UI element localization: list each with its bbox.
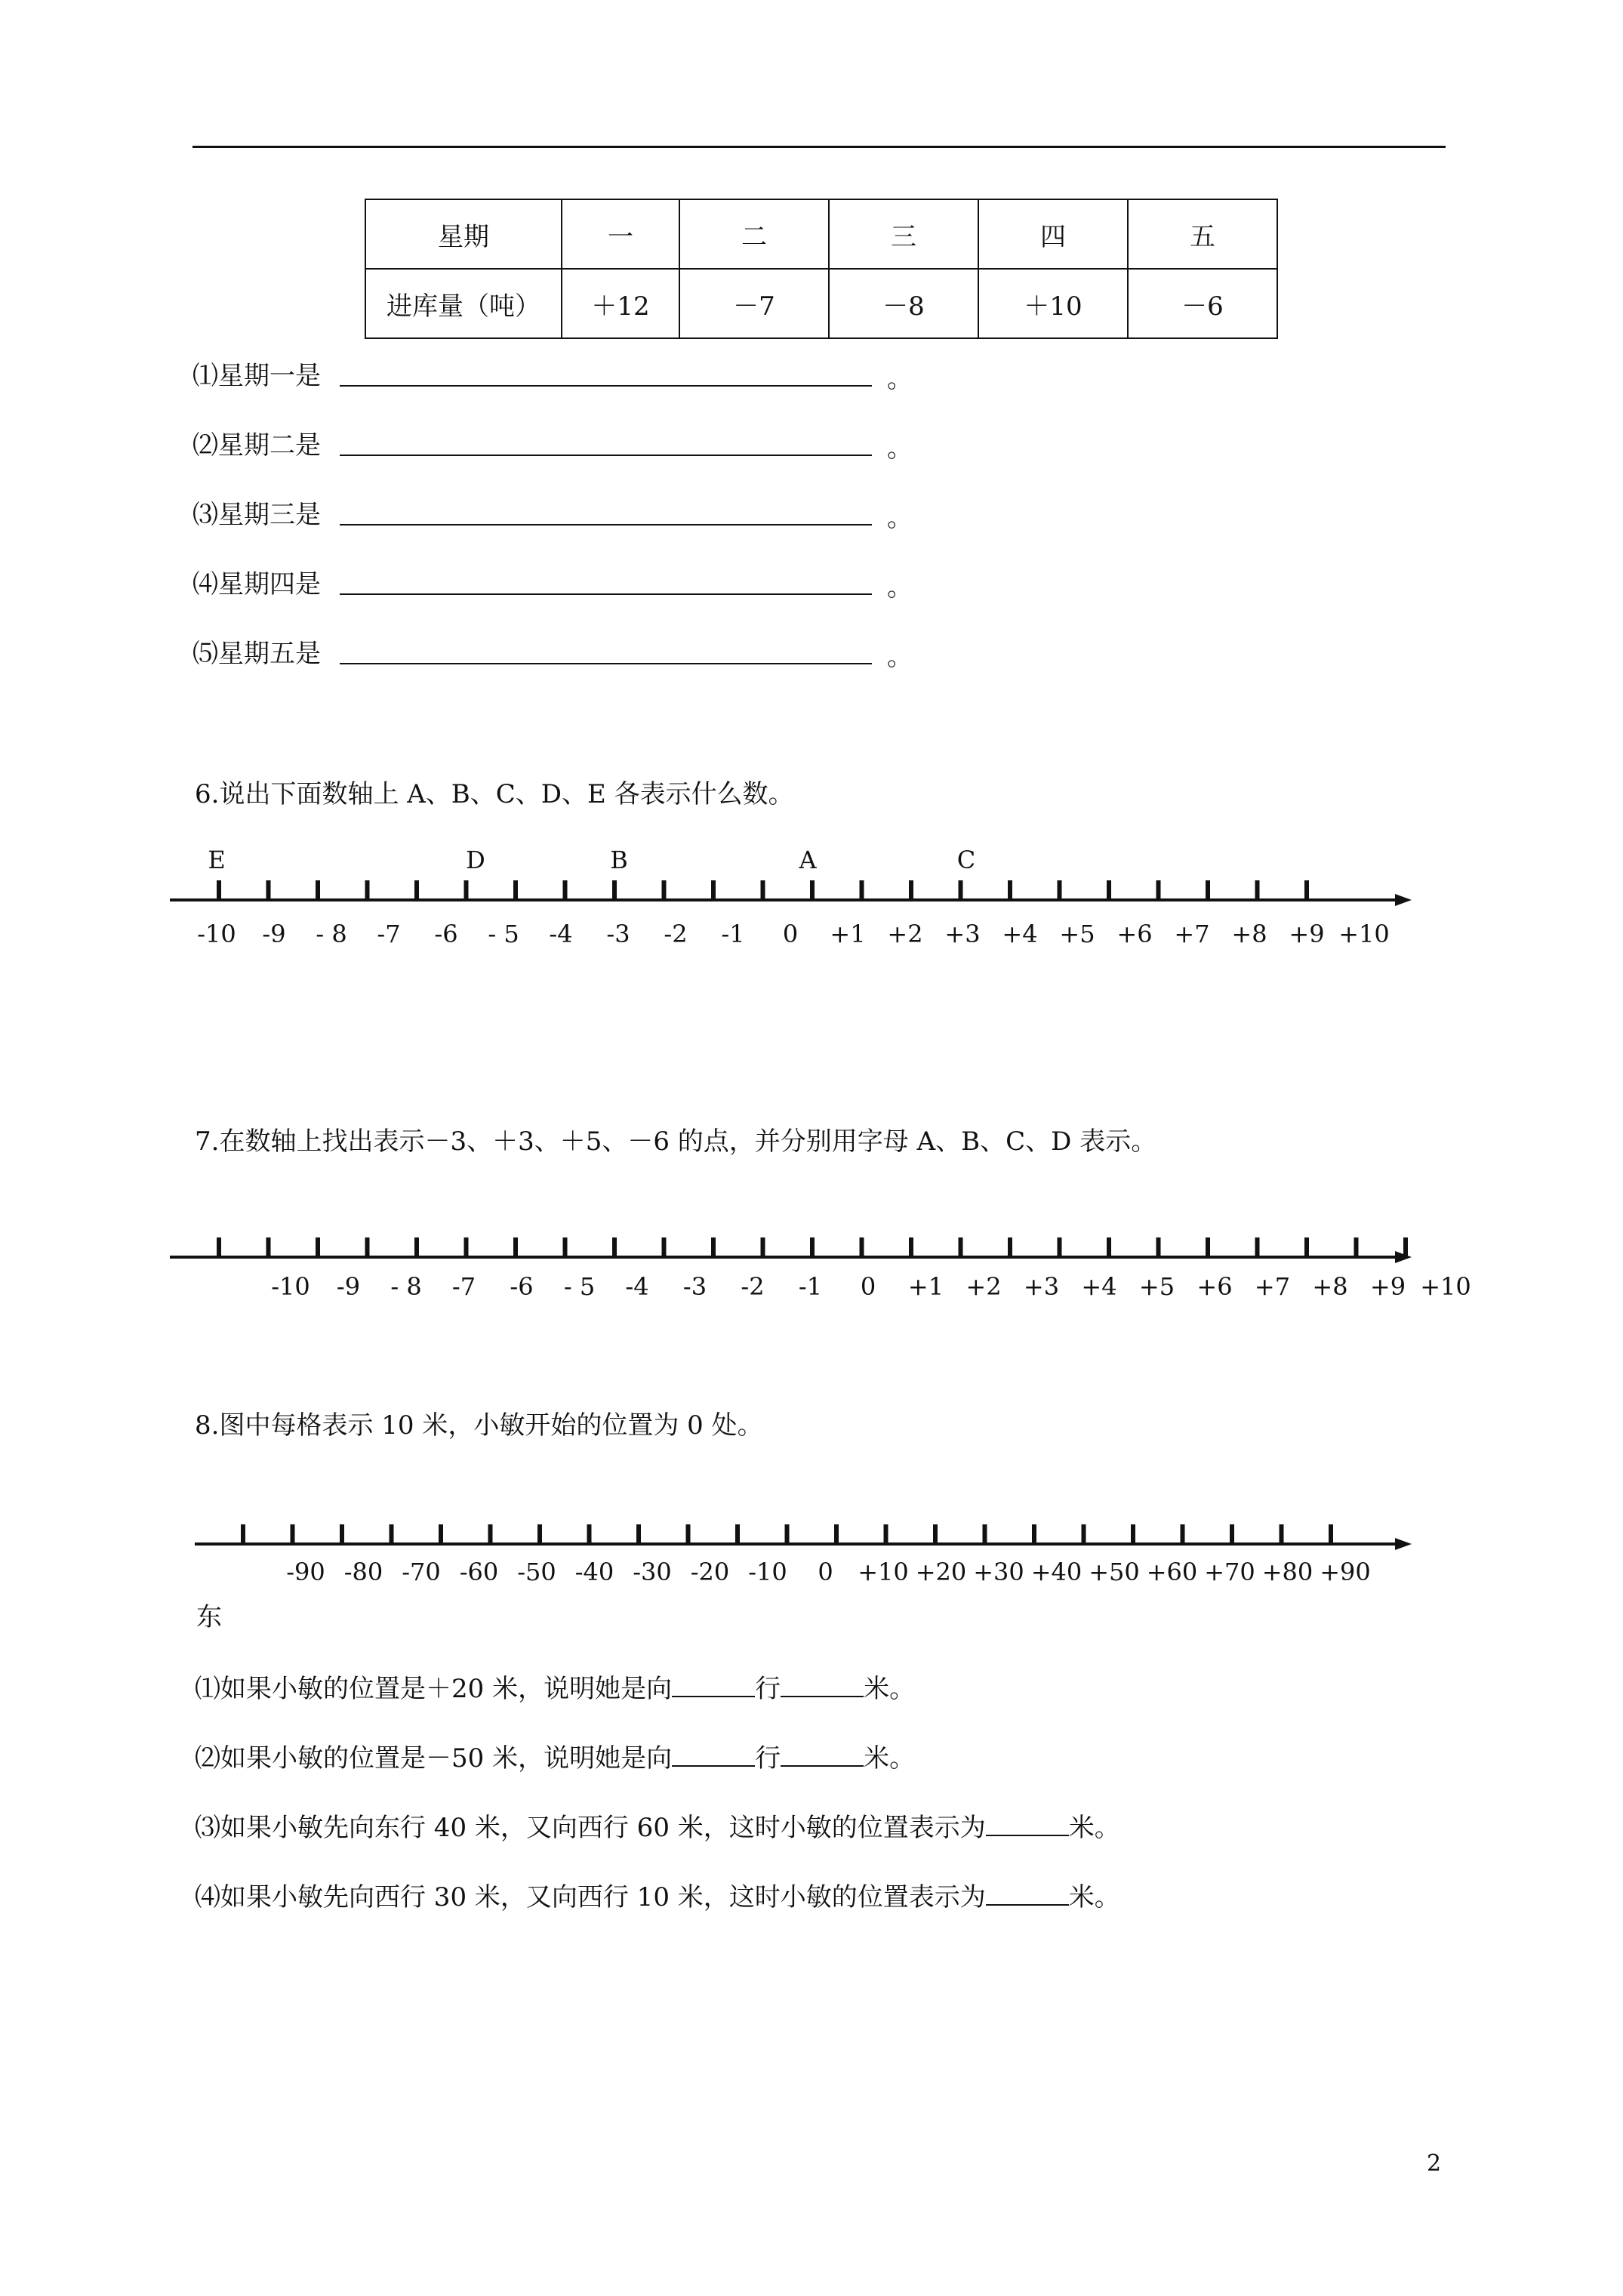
axis-tick xyxy=(365,880,370,900)
point-letter-b: B xyxy=(610,846,628,874)
number-line-q7 xyxy=(0,1219,1472,1310)
tick-label: +4 xyxy=(1002,920,1038,948)
axis-tick xyxy=(785,1524,790,1544)
page-number: 2 xyxy=(1427,2150,1442,2177)
point-letter-d: D xyxy=(466,846,485,874)
tick-label: -2 xyxy=(741,1272,765,1301)
q8-item-2-mid: 行 xyxy=(755,1743,781,1774)
tick-label: -20 xyxy=(690,1558,730,1586)
axis-tick xyxy=(241,1524,245,1544)
table-cell: －8 xyxy=(829,269,978,338)
tick-label: +6 xyxy=(1196,1272,1233,1301)
tick-label: +9 xyxy=(1289,920,1325,948)
q8-item-3 xyxy=(195,1812,1120,1843)
tick-label: +40 xyxy=(1030,1558,1083,1586)
q8-item-1-text: ⑴如果小敏的位置是＋20 米，说明她是向 xyxy=(195,1674,673,1704)
tick-label: -1 xyxy=(798,1272,823,1301)
table-row xyxy=(365,269,1277,338)
tick-label: 0 xyxy=(860,1272,876,1301)
tick-label: -1 xyxy=(721,920,745,948)
tick-label: +7 xyxy=(1174,920,1210,948)
table-cell: 进库量（吨） xyxy=(365,269,562,338)
tick-label: -2 xyxy=(664,920,688,948)
q8-question: 8.图中每格表示 10 米，小敏开始的位置为 0 处。 xyxy=(195,1410,763,1441)
axis-tick xyxy=(1304,1237,1309,1257)
q8-item-1-mid: 行 xyxy=(755,1674,781,1704)
axis-tick xyxy=(266,880,271,900)
answer-blank[interactable] xyxy=(340,385,872,387)
q5-item-3-end: 。 xyxy=(887,503,913,533)
axis-tick xyxy=(316,880,320,900)
tick-label: +1 xyxy=(907,1272,944,1301)
q8-item-2 xyxy=(195,1743,915,1774)
axis-tick xyxy=(587,1524,592,1544)
tick-label: +6 xyxy=(1116,920,1153,948)
tick-label: - 8 xyxy=(316,920,347,948)
tick-label: -6 xyxy=(510,1272,534,1301)
point-letter-c: C xyxy=(956,846,976,874)
q8-item-1-end: 米。 xyxy=(864,1674,916,1704)
q5-item-1-end: 。 xyxy=(887,364,913,394)
table-cell: 二 xyxy=(679,199,829,269)
axis-tick xyxy=(1255,1237,1260,1257)
axis-tick xyxy=(983,1524,987,1544)
axis-tick xyxy=(316,1237,320,1257)
tick-label: -3 xyxy=(682,1272,707,1301)
axis-tick xyxy=(513,880,518,900)
axis-tick xyxy=(1058,1237,1062,1257)
tick-label: -80 xyxy=(343,1558,383,1586)
axis-tick xyxy=(1206,1237,1210,1257)
tick-label: -40 xyxy=(574,1558,614,1586)
table-cell: 一 xyxy=(562,199,679,269)
q5-item-2-end: 。 xyxy=(887,433,913,464)
table-cell: 三 xyxy=(829,199,978,269)
q5-item-3-label: ⑶星期三是 xyxy=(192,500,321,530)
tick-label: -10 xyxy=(197,920,236,948)
axis-tick xyxy=(1131,1524,1135,1544)
tick-label: -4 xyxy=(549,920,573,948)
answer-blank[interactable] xyxy=(986,1812,1069,1836)
q8-item-2-end: 米。 xyxy=(864,1743,916,1774)
q6-question: 6.说出下面数轴上 A、B、C、D、E 各表示什么数。 xyxy=(195,779,794,809)
tick-label: +20 xyxy=(915,1558,967,1586)
answer-blank[interactable] xyxy=(781,1673,864,1697)
table-cell: －6 xyxy=(1128,269,1277,338)
q8-item-4-end: 米。 xyxy=(1068,1882,1120,1912)
tick-label: -9 xyxy=(262,920,286,948)
axis-tick xyxy=(1032,1524,1036,1544)
axis-tick xyxy=(711,880,716,900)
q7-question: 7.在数轴上找出表示－3、＋3、＋5、－6 的点，并分别用字母 A、B、C、D 表示。 xyxy=(195,1126,1157,1157)
table-cell: －7 xyxy=(679,269,829,338)
tick-label: 0 xyxy=(818,1558,833,1586)
axis-tick xyxy=(563,1237,568,1257)
tick-label: +30 xyxy=(973,1558,1024,1586)
arrow-head xyxy=(1395,894,1412,906)
axis-tick xyxy=(1008,880,1012,900)
q8-item-4-text: ⑷如果小敏先向西行 30 米，又向西行 10 米，这时小敏的位置表示为 xyxy=(195,1882,986,1912)
tick-label: -90 xyxy=(286,1558,325,1586)
q8-item-4 xyxy=(195,1881,1120,1912)
arrow-head xyxy=(1395,1538,1412,1550)
tick-label: -10 xyxy=(271,1272,310,1301)
tick-label: -30 xyxy=(633,1558,672,1586)
axis-tick xyxy=(365,1237,370,1257)
axis-tick xyxy=(959,1237,963,1257)
number-line-q8 xyxy=(0,1510,1434,1586)
q8-item-1 xyxy=(195,1673,915,1704)
answer-blank[interactable] xyxy=(340,524,872,525)
tick-label: -7 xyxy=(451,1272,476,1301)
tick-label: +10 xyxy=(858,1558,909,1586)
answer-blank[interactable] xyxy=(672,1673,755,1697)
tick-label: +3 xyxy=(1023,1272,1060,1301)
axis-tick xyxy=(884,1524,888,1544)
axis-tick xyxy=(217,880,221,900)
q5-item-4-end: 。 xyxy=(887,572,913,603)
q5-item-5-end: 。 xyxy=(887,642,913,672)
header-rule xyxy=(192,146,1446,148)
axis-tick xyxy=(612,1237,617,1257)
axis-tick xyxy=(1156,1237,1161,1257)
axis-tick xyxy=(711,1237,716,1257)
tick-label: - 5 xyxy=(488,920,519,948)
axis-tick xyxy=(1354,1237,1359,1257)
tick-label: +9 xyxy=(1369,1272,1406,1301)
q5-item-2-label: ⑵星期二是 xyxy=(192,430,321,461)
tick-label: +4 xyxy=(1081,1272,1117,1301)
axis-tick xyxy=(909,880,913,900)
tick-label: +8 xyxy=(1231,920,1267,948)
tick-label: +8 xyxy=(1312,1272,1348,1301)
axis-tick xyxy=(1304,880,1309,900)
axis-tick xyxy=(414,880,419,900)
tick-label: +3 xyxy=(944,920,981,948)
axis-tick xyxy=(1156,880,1161,900)
axis-tick xyxy=(662,880,667,900)
number-line-q6 xyxy=(0,838,1434,959)
axis-tick xyxy=(1107,880,1111,900)
tick-label: +80 xyxy=(1261,1558,1313,1586)
q5-item-4-label: ⑷星期四是 xyxy=(192,569,321,599)
tick-label: +5 xyxy=(1059,920,1095,948)
axis-tick xyxy=(735,1524,740,1544)
axis-tick xyxy=(464,1237,469,1257)
tick-label: +2 xyxy=(965,1272,1002,1301)
tick-label: - 5 xyxy=(563,1272,596,1301)
q5-item-1-label: ⑴星期一是 xyxy=(192,361,321,391)
axis-tick xyxy=(464,880,469,900)
axis-tick xyxy=(1181,1524,1185,1544)
axis-tick xyxy=(761,880,765,900)
tick-label: +7 xyxy=(1254,1272,1291,1301)
axis-tick xyxy=(1329,1524,1333,1544)
axis-tick xyxy=(488,1524,493,1544)
axis-tick xyxy=(513,1237,518,1257)
axis-tick xyxy=(217,1237,221,1257)
axis-tick xyxy=(1058,880,1062,900)
axis-tick xyxy=(266,1237,271,1257)
tick-label: -60 xyxy=(459,1558,499,1586)
answer-blank[interactable] xyxy=(986,1881,1069,1906)
tick-label: - 8 xyxy=(390,1272,422,1301)
table-cell: 星期 xyxy=(365,199,562,269)
axis-tick xyxy=(686,1524,691,1544)
axis-tick xyxy=(1280,1524,1284,1544)
axis-tick xyxy=(1008,1237,1012,1257)
tick-label: -6 xyxy=(434,920,458,948)
direction-label-east: 东 xyxy=(196,1602,222,1632)
axis-tick xyxy=(810,880,815,900)
q8-item-3-end: 米。 xyxy=(1068,1813,1120,1843)
axis-tick xyxy=(1255,880,1260,900)
tick-label: -70 xyxy=(402,1558,441,1586)
answer-blank[interactable] xyxy=(781,1743,864,1767)
tick-label: -10 xyxy=(748,1558,787,1586)
axis-tick xyxy=(1107,1237,1111,1257)
table-cell: 五 xyxy=(1128,199,1277,269)
axis-tick xyxy=(340,1524,344,1544)
tick-label: +60 xyxy=(1146,1558,1198,1586)
axis-tick xyxy=(1206,880,1210,900)
tick-label: +90 xyxy=(1320,1558,1371,1586)
axis-tick xyxy=(761,1237,765,1257)
axis-tick xyxy=(439,1524,443,1544)
tick-label: +10 xyxy=(1338,920,1390,948)
answer-blank[interactable] xyxy=(340,593,872,595)
axis-tick xyxy=(537,1524,542,1544)
axis-tick xyxy=(810,1237,815,1257)
q8-item-3-text: ⑶如果小敏先向东行 40 米，又向西行 60 米，这时小敏的位置表示为 xyxy=(195,1813,986,1843)
q5-item-5-label: ⑸星期五是 xyxy=(192,639,321,669)
tick-label: -3 xyxy=(606,920,630,948)
table-cell: ＋10 xyxy=(978,269,1128,338)
tick-label: +10 xyxy=(1420,1272,1471,1301)
axis-tick xyxy=(860,1237,864,1257)
axis-tick xyxy=(291,1524,295,1544)
axis-tick xyxy=(390,1524,394,1544)
tick-label: -50 xyxy=(517,1558,556,1586)
axis-tick xyxy=(1403,1237,1408,1257)
axis-tick xyxy=(933,1524,938,1544)
q8-item-2-text: ⑵如果小敏的位置是－50 米，说明她是向 xyxy=(195,1743,673,1774)
axis-tick xyxy=(860,880,864,900)
tick-label: -4 xyxy=(625,1272,649,1301)
tick-label: -7 xyxy=(377,920,401,948)
tick-label: -9 xyxy=(336,1272,361,1301)
answer-blank[interactable] xyxy=(672,1743,755,1767)
tick-label: +70 xyxy=(1204,1558,1255,1586)
table-row xyxy=(365,199,1277,269)
axis-tick xyxy=(959,880,963,900)
table-cell: ＋12 xyxy=(562,269,679,338)
axis-tick xyxy=(563,880,568,900)
tick-label: +5 xyxy=(1138,1272,1175,1301)
table-cell: 四 xyxy=(978,199,1128,269)
tick-label: 0 xyxy=(782,920,799,948)
point-letter-e: E xyxy=(208,846,226,874)
axis-tick xyxy=(414,1237,419,1257)
tick-label: +1 xyxy=(830,920,866,948)
answer-blank[interactable] xyxy=(340,455,872,456)
axis-tick xyxy=(909,1237,913,1257)
tick-label: +2 xyxy=(887,920,923,948)
axis-tick xyxy=(1082,1524,1086,1544)
answer-blank[interactable] xyxy=(340,663,872,664)
tick-label: +50 xyxy=(1089,1558,1140,1586)
axis-tick xyxy=(612,880,617,900)
axis-tick xyxy=(636,1524,641,1544)
point-letter-a: A xyxy=(799,846,817,874)
axis-tick xyxy=(834,1524,839,1544)
stock-table xyxy=(365,199,1278,339)
axis-tick xyxy=(1230,1524,1234,1544)
axis-tick xyxy=(662,1237,667,1257)
